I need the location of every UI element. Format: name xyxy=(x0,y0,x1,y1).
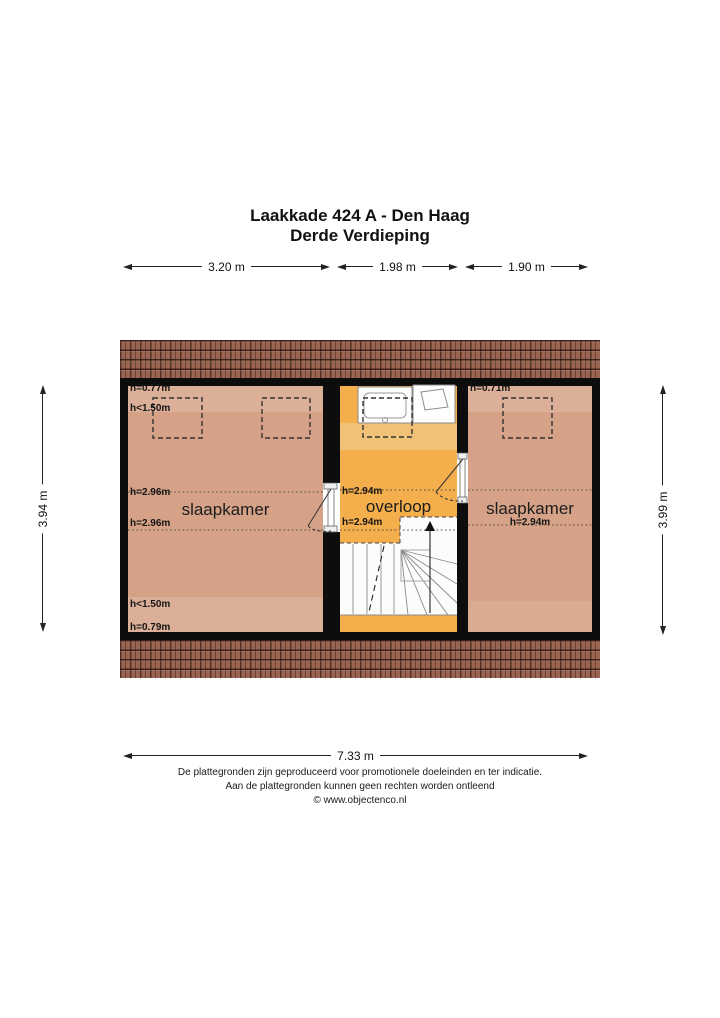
floorplan xyxy=(120,340,600,678)
dimension-label: 3.20 m xyxy=(208,259,245,274)
height-label: h=2.94m xyxy=(342,486,383,497)
page-subtitle: Derde Verdieping xyxy=(290,226,430,245)
roof-window xyxy=(262,398,310,438)
dimension-label: 1.90 m xyxy=(508,259,545,274)
stairs xyxy=(340,517,457,615)
dimension-top-middle xyxy=(337,260,458,273)
door-right-bedroom xyxy=(436,453,468,503)
room-name-landing: overloop xyxy=(365,497,432,516)
room-name-left: slaapkamer xyxy=(181,500,270,519)
dimension-right xyxy=(656,385,669,635)
page-title: Laakkade 424 A - Den Haag xyxy=(250,206,470,225)
disclaimer-line-2: Aan de plattegronden kunnen geen rechten worden ontleend xyxy=(225,781,495,792)
arrow-left-icon xyxy=(123,264,132,270)
dimension-label: 7.33 m xyxy=(337,748,374,763)
arrow-right-icon xyxy=(321,264,330,270)
arrow-left-icon xyxy=(337,264,346,270)
dimension-left xyxy=(36,385,49,632)
arrow-down-icon xyxy=(40,623,46,632)
arrow-left-icon xyxy=(465,264,474,270)
arrow-left-icon xyxy=(123,753,132,759)
dimension-top-right xyxy=(465,260,588,273)
dimension-bottom xyxy=(123,749,588,762)
room-name-right: slaapkamer xyxy=(486,499,574,518)
arrow-right-icon xyxy=(579,264,588,270)
dimension-label: 3.94 m xyxy=(36,484,50,533)
arrow-right-icon xyxy=(579,753,588,759)
copyright-line: © www.objectenco.nl xyxy=(313,795,407,806)
height-label: h=2.96m xyxy=(130,518,171,529)
disclaimer-line-1: De plattegronden zijn geproduceerd voor promotionele doeleinden en ter indicatie. xyxy=(177,767,543,778)
height-label: h<1.50m xyxy=(130,403,171,414)
sink-icon xyxy=(413,385,455,423)
height-label: h=2.94m xyxy=(342,517,383,528)
roof-window xyxy=(503,398,552,438)
arrow-up-icon xyxy=(660,385,666,394)
stairs-up-arrow-icon xyxy=(425,521,435,531)
height-label: h=2.94m xyxy=(509,517,551,528)
height-label: h=0.77m xyxy=(130,383,171,394)
height-label: h<1.50m xyxy=(130,599,171,610)
dimension-top-left xyxy=(123,260,330,273)
height-label: h=0.79m xyxy=(130,622,171,633)
dimension-label: 1.98 m xyxy=(379,259,416,274)
height-label: h=0.71m xyxy=(470,383,511,394)
headroom-line xyxy=(369,546,384,612)
arrow-right-icon xyxy=(449,264,458,270)
dimension-label: 3.99 m xyxy=(656,486,670,535)
arrow-up-icon xyxy=(40,385,46,394)
washing-machine-icon xyxy=(358,387,412,423)
arrow-down-icon xyxy=(660,626,666,635)
height-label: h=2.96m xyxy=(130,487,171,498)
